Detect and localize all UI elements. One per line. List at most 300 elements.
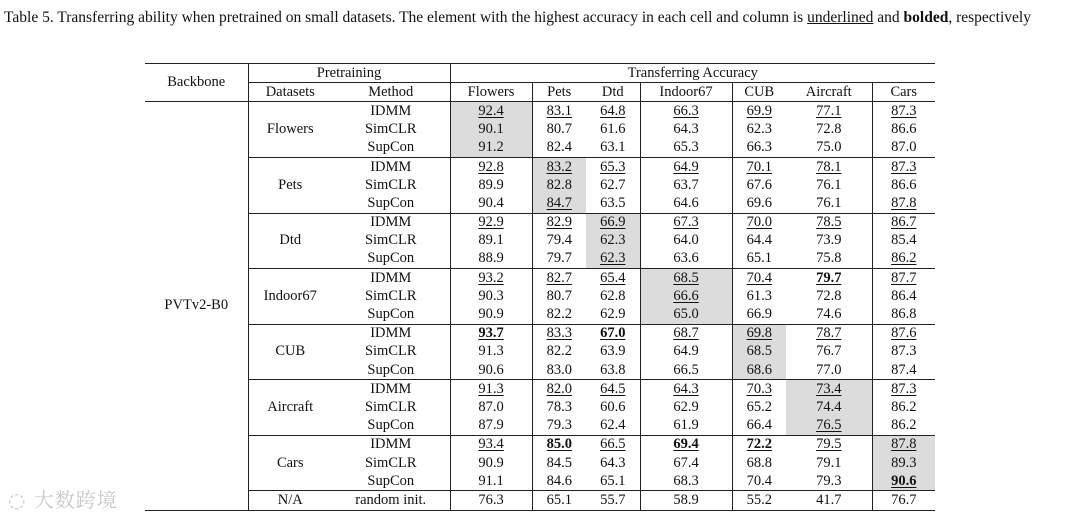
value-cell: [532, 398, 586, 416]
value-text: 62.7: [600, 176, 626, 193]
dataset-name: Cars: [248, 435, 332, 491]
value-cell: [732, 472, 786, 491]
table-body: [145, 102, 935, 510]
method-name: IDMM: [332, 324, 450, 343]
value-cell: [586, 398, 640, 416]
value-text: 64.9: [673, 343, 699, 360]
value-text: 86.7: [891, 214, 917, 231]
value-text: 61.6: [600, 121, 626, 138]
value-text: 64.3: [673, 121, 699, 138]
value-cell: [450, 213, 532, 232]
value-cell: [640, 305, 732, 324]
value-text: 75.0: [816, 139, 842, 156]
value-text: 87.8: [891, 436, 917, 453]
dataset-name: Aircraft: [248, 380, 332, 436]
value-cell: [732, 435, 786, 454]
value-text: 65.1: [546, 491, 572, 508]
value-cell: [732, 417, 786, 436]
value-cell: [872, 194, 935, 213]
value-text: 68.5: [746, 343, 772, 360]
value-text: 91.3: [478, 380, 504, 397]
table-row: [145, 213, 935, 232]
value-cell: [586, 417, 640, 436]
value-text: 67.6: [746, 176, 772, 193]
value-cell: [872, 176, 935, 194]
caption-bolded-word: bolded: [903, 9, 949, 26]
value-cell: [640, 139, 732, 158]
value-text: 67.0: [600, 325, 626, 342]
value-cell: [872, 305, 935, 324]
results-table: [145, 63, 935, 511]
dataset-name: N/A: [248, 491, 332, 510]
value-cell: [450, 194, 532, 213]
header-col-2: Dtd: [586, 83, 640, 102]
value-cell: [732, 194, 786, 213]
value-text: 72.8: [816, 287, 842, 304]
value-cell: [786, 472, 872, 491]
value-cell: [786, 102, 872, 121]
watermark-icon: ◌: [8, 488, 27, 512]
value-cell: [872, 287, 935, 305]
value-text: 65.0: [673, 306, 699, 323]
value-text: 63.5: [600, 194, 626, 211]
value-text: 92.8: [478, 158, 504, 175]
method-name: SupCon: [367, 306, 415, 323]
table-row: [145, 435, 935, 454]
value-text: 70.1: [746, 158, 772, 175]
value-text: 66.9: [600, 214, 626, 231]
value-cell: [786, 139, 872, 158]
method-name: IDMM: [332, 102, 450, 121]
value-text: 70.4: [746, 472, 772, 489]
value-cell: [640, 157, 732, 176]
value-cell: [586, 121, 640, 139]
value-cell: [640, 454, 732, 472]
value-cell: [450, 435, 532, 454]
value-text: 75.8: [816, 250, 842, 267]
value-cell: [586, 305, 640, 324]
value-text: 62.9: [600, 306, 626, 323]
value-text: 82.0: [546, 380, 572, 397]
value-text: 61.9: [673, 417, 699, 434]
value-text: 76.7: [816, 343, 842, 360]
value-text: 78.5: [816, 214, 842, 231]
value-text: 72.2: [746, 436, 772, 453]
value-cell: [640, 176, 732, 194]
value-text: 87.3: [891, 380, 917, 397]
value-text: 62.4: [600, 417, 626, 434]
value-text: 83.3: [546, 325, 572, 342]
value-cell: [732, 250, 786, 269]
value-text: 78.7: [816, 325, 842, 342]
value-cell: [586, 287, 640, 305]
header-col-6: Cars: [872, 83, 935, 102]
value-text: 87.9: [478, 417, 504, 434]
value-cell: [586, 361, 640, 380]
value-cell: [786, 232, 872, 250]
value-cell: [732, 269, 786, 288]
value-cell: [640, 213, 732, 232]
value-cell: [732, 139, 786, 158]
value-text: 89.9: [478, 176, 504, 193]
value-cell: [786, 380, 872, 399]
value-text: 78.3: [546, 398, 572, 415]
value-text: 64.9: [673, 158, 699, 175]
value-text: 83.1: [546, 102, 572, 119]
value-cell: [450, 176, 532, 194]
value-cell: [586, 157, 640, 176]
value-cell: [640, 472, 732, 491]
value-text: 62.9: [673, 398, 699, 415]
value-cell: [640, 435, 732, 454]
value-text: 79.7: [546, 250, 572, 267]
value-cell: [586, 102, 640, 121]
value-cell: [532, 250, 586, 269]
value-cell: [586, 250, 640, 269]
value-cell: [450, 287, 532, 305]
value-cell: [732, 157, 786, 176]
value-cell: [732, 121, 786, 139]
value-text: 76.1: [816, 176, 842, 193]
value-cell: [732, 176, 786, 194]
value-cell: [640, 250, 732, 269]
method-name: SimCLR: [364, 121, 417, 138]
value-text: 92.4: [478, 102, 504, 119]
value-text: 73.4: [816, 380, 842, 397]
value-text: 79.3: [816, 472, 842, 489]
value-text: 82.9: [546, 214, 572, 231]
dataset-name: Dtd: [248, 213, 332, 269]
value-text: 68.3: [673, 472, 699, 489]
value-cell: [640, 398, 732, 416]
header-col-1: Pets: [532, 83, 586, 102]
value-cell: [786, 417, 872, 436]
value-text: 89.3: [891, 454, 917, 471]
method-name: SupCon: [367, 472, 415, 489]
value-text: 93.4: [478, 436, 504, 453]
value-cell: [586, 435, 640, 454]
method-name: IDMM: [332, 269, 450, 288]
value-text: 69.6: [746, 194, 772, 211]
value-text: 67.4: [673, 454, 699, 471]
value-cell: [786, 250, 872, 269]
value-text: 63.9: [600, 343, 626, 360]
value-text: 86.6: [891, 121, 917, 138]
value-cell: [450, 472, 532, 491]
value-cell: [532, 176, 586, 194]
value-text: 78.1: [816, 158, 842, 175]
value-cell: [640, 232, 732, 250]
value-cell: [640, 194, 732, 213]
value-cell: [586, 454, 640, 472]
value-text: 69.9: [746, 102, 772, 119]
value-cell: [640, 121, 732, 139]
value-cell: [786, 361, 872, 380]
value-text: 90.1: [478, 121, 504, 138]
value-cell: [872, 232, 935, 250]
value-cell: [732, 324, 786, 343]
value-text: 65.2: [746, 398, 772, 415]
value-text: 90.6: [478, 361, 504, 378]
caption-underlined-word: underlined: [807, 9, 874, 26]
value-text: 80.7: [546, 287, 572, 304]
header-transferring: Transferring Accuracy: [450, 64, 935, 83]
header-col-0: Flowers: [450, 83, 532, 102]
value-text: 82.8: [546, 176, 572, 193]
value-text: 69.4: [673, 436, 699, 453]
value-text: 87.6: [891, 325, 917, 342]
value-cell: [872, 157, 935, 176]
value-cell: [872, 102, 935, 121]
value-cell: [450, 324, 532, 343]
value-text: 87.0: [478, 398, 504, 415]
value-cell: [872, 435, 935, 454]
value-text: 82.7: [546, 269, 572, 286]
value-cell: [640, 102, 732, 121]
method-name: SimCLR: [364, 343, 417, 360]
value-cell: [872, 250, 935, 269]
value-text: 62.8: [600, 287, 626, 304]
value-text: 62.3: [600, 232, 626, 249]
value-text: 66.9: [746, 306, 772, 323]
value-text: 87.8: [891, 194, 917, 211]
header-pretraining: Pretraining: [248, 64, 450, 83]
value-cell: [872, 269, 935, 288]
value-text: 60.6: [600, 398, 626, 415]
value-cell: [586, 232, 640, 250]
value-cell: [586, 324, 640, 343]
table-row: [145, 102, 935, 121]
value-cell: [640, 287, 732, 305]
header-col-5: Aircraft: [786, 83, 872, 102]
value-cell: [872, 324, 935, 343]
table-row: [145, 269, 935, 288]
value-cell: [872, 417, 935, 436]
value-cell: [450, 398, 532, 416]
value-cell: [640, 343, 732, 361]
value-cell: [872, 472, 935, 491]
value-text: 66.5: [673, 361, 699, 378]
value-cell: [532, 287, 586, 305]
value-text: 63.1: [600, 139, 626, 156]
value-cell: [732, 305, 786, 324]
value-text: 77.1: [816, 102, 842, 119]
value-cell: [450, 417, 532, 436]
value-cell: [732, 343, 786, 361]
value-text: 63.6: [673, 250, 699, 267]
value-text: 86.6: [891, 176, 917, 193]
value-cell: [786, 343, 872, 361]
caption-text-1: Table 5. Transferring ability when pretrained on small datasets. The element with the highest accuracy in each cell and column is: [4, 9, 808, 26]
value-text: 58.9: [673, 491, 699, 508]
value-cell: [732, 491, 786, 510]
value-text: 86.4: [891, 287, 917, 304]
value-text: 79.4: [546, 232, 572, 249]
value-cell: [640, 361, 732, 380]
value-cell: [732, 232, 786, 250]
value-cell: [786, 269, 872, 288]
table-row-baseline: [145, 491, 935, 510]
value-cell: [786, 454, 872, 472]
value-text: 91.1: [478, 472, 504, 489]
value-cell: [640, 269, 732, 288]
value-cell: [532, 269, 586, 288]
value-cell: [532, 361, 586, 380]
value-cell: [450, 121, 532, 139]
dataset-name: Flowers: [248, 102, 332, 158]
value-text: 76.7: [891, 491, 917, 508]
value-text: 64.5: [600, 380, 626, 397]
value-text: 62.3: [600, 250, 626, 267]
value-cell: [450, 250, 532, 269]
value-cell: [786, 324, 872, 343]
value-text: 82.2: [546, 343, 572, 360]
value-text: 64.3: [673, 380, 699, 397]
value-cell: [450, 157, 532, 176]
watermark-text: 大数跨境: [33, 488, 118, 512]
value-text: 90.9: [478, 306, 504, 323]
value-cell: [732, 213, 786, 232]
value-cell: [532, 102, 586, 121]
value-text: 65.1: [746, 250, 772, 267]
value-cell: [872, 454, 935, 472]
method-name: SupCon: [367, 139, 415, 156]
method-name: SimCLR: [364, 232, 417, 249]
value-cell: [732, 380, 786, 399]
header-backbone: Backbone: [145, 64, 248, 102]
value-text: 66.3: [746, 139, 772, 156]
value-text: 91.3: [478, 343, 504, 360]
dataset-name: Indoor67: [248, 269, 332, 325]
value-text: 90.9: [478, 454, 504, 471]
table-row: [145, 380, 935, 399]
method-name: IDMM: [332, 213, 450, 232]
value-text: 79.5: [816, 436, 842, 453]
value-cell: [640, 324, 732, 343]
method-name: SimCLR: [364, 454, 417, 471]
value-cell: [640, 491, 732, 510]
value-text: 87.3: [891, 102, 917, 119]
value-cell: [786, 435, 872, 454]
value-text: 72.8: [816, 121, 842, 138]
value-cell: [586, 343, 640, 361]
value-text: 90.3: [478, 287, 504, 304]
method-name: SupCon: [367, 194, 415, 211]
value-cell: [872, 139, 935, 158]
value-text: 68.7: [673, 325, 699, 342]
value-text: 65.3: [600, 158, 626, 175]
value-cell: [786, 176, 872, 194]
value-cell: [872, 491, 935, 510]
value-text: 76.5: [816, 417, 842, 434]
value-cell: [450, 269, 532, 288]
value-text: 41.7: [816, 491, 842, 508]
value-text: 65.1: [600, 472, 626, 489]
method-name: SimCLR: [364, 176, 417, 193]
value-text: 84.7: [546, 194, 572, 211]
value-cell: [586, 194, 640, 213]
value-cell: [872, 380, 935, 399]
value-text: 86.8: [891, 306, 917, 323]
value-cell: [450, 102, 532, 121]
value-text: 63.8: [600, 361, 626, 378]
method-name: SupCon: [367, 250, 415, 267]
value-cell: [532, 343, 586, 361]
value-cell: [532, 472, 586, 491]
value-text: 88.9: [478, 250, 504, 267]
value-text: 74.6: [816, 306, 842, 323]
value-text: 85.4: [891, 232, 917, 249]
value-cell: [450, 232, 532, 250]
value-cell: [450, 139, 532, 158]
method-name: SupCon: [367, 361, 415, 378]
value-text: 79.7: [816, 269, 842, 286]
value-cell: [732, 361, 786, 380]
value-cell: [532, 157, 586, 176]
value-text: 83.2: [546, 158, 572, 175]
value-cell: [586, 176, 640, 194]
value-text: 87.4: [891, 361, 917, 378]
value-cell: [450, 361, 532, 380]
method-name: SupCon: [367, 417, 415, 434]
method-name: SimCLR: [364, 287, 417, 304]
value-cell: [532, 454, 586, 472]
value-text: 64.0: [673, 232, 699, 249]
value-text: 69.8: [746, 325, 772, 342]
value-cell: [786, 287, 872, 305]
value-text: 68.8: [746, 454, 772, 471]
value-cell: [732, 398, 786, 416]
value-cell: [786, 398, 872, 416]
dataset-name: CUB: [248, 324, 332, 380]
caption-text-3: , respectively: [948, 9, 1031, 26]
value-text: 65.4: [600, 269, 626, 286]
value-text: 85.0: [546, 436, 572, 453]
value-text: 84.5: [546, 454, 572, 471]
value-text: 86.2: [891, 398, 917, 415]
value-cell: [532, 324, 586, 343]
value-cell: [532, 213, 586, 232]
value-text: 55.7: [600, 491, 626, 508]
value-text: 70.0: [746, 214, 772, 231]
method-name: IDMM: [332, 435, 450, 454]
value-cell: [872, 398, 935, 416]
value-cell: [586, 472, 640, 491]
value-text: 93.2: [478, 269, 504, 286]
value-text: 89.1: [478, 232, 504, 249]
table-caption: [4, 6, 1076, 30]
value-text: 55.2: [746, 491, 772, 508]
value-text: 64.8: [600, 102, 626, 119]
value-cell: [532, 232, 586, 250]
caption-text-2: and: [873, 9, 904, 26]
value-cell: [872, 361, 935, 380]
value-text: 66.5: [600, 436, 626, 453]
value-cell: [732, 454, 786, 472]
dataset-name: Pets: [248, 157, 332, 213]
value-text: 83.0: [546, 361, 572, 378]
header-col-4: CUB: [732, 83, 786, 102]
value-cell: [872, 343, 935, 361]
method-name: SimCLR: [364, 398, 417, 415]
value-cell: [586, 380, 640, 399]
value-cell: [586, 269, 640, 288]
value-text: 66.6: [673, 287, 699, 304]
value-cell: [450, 305, 532, 324]
value-text: 90.6: [891, 472, 917, 489]
value-cell: [532, 491, 586, 510]
value-text: 70.3: [746, 380, 772, 397]
